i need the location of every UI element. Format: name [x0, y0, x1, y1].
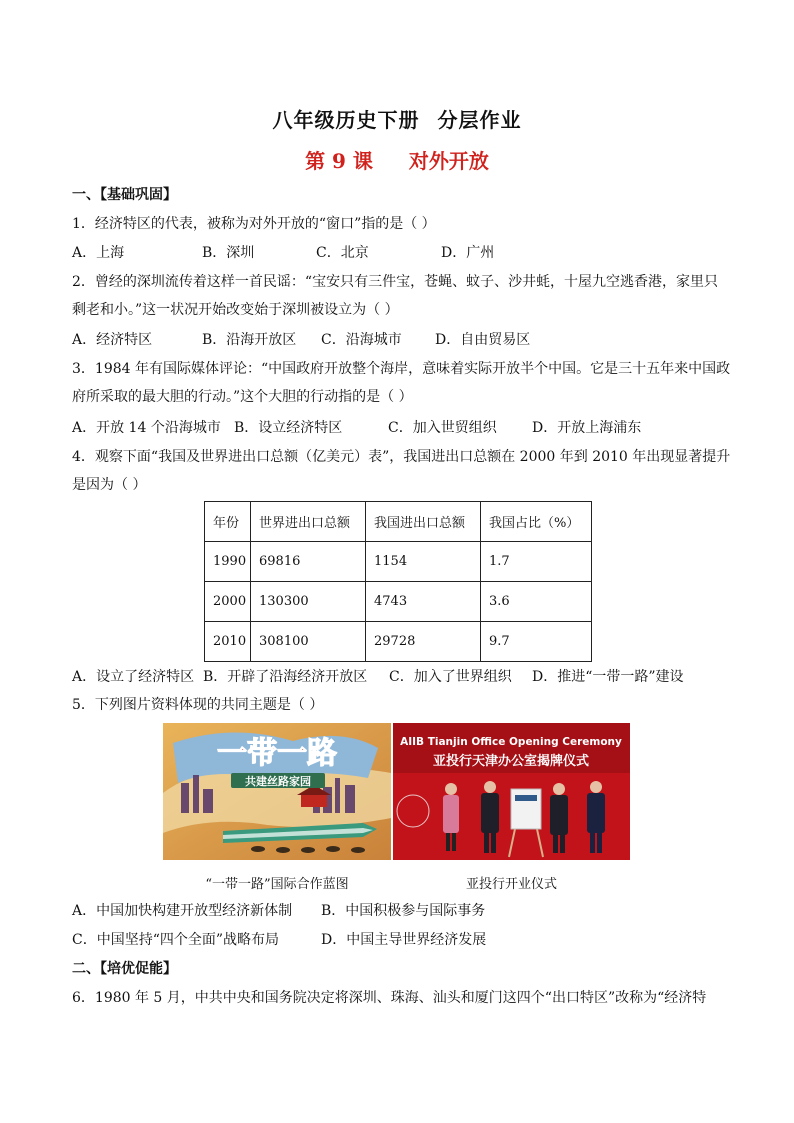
question-3-stem-line1: 3．1984 年有国际媒体评论：“中国政府开放整个海岸，意味着实际开放半个中国。它是三十五年来中国政: [72, 361, 731, 377]
table-cell: 2010: [205, 622, 251, 662]
question-5-stem: 5．下列图片资料体现的共同主题是（ ）: [72, 697, 324, 713]
q5-option-a: A．中国加快构建开放型经济新体制: [72, 903, 293, 919]
aiib-ceremony-image: [393, 723, 630, 860]
question-2-stem-line1: 2．曾经的深圳流传着这样一首民谣：“宝安只有三件宝，苍蝇、蚊子、沙井蚝，十屋九空逃香港，家里只: [72, 274, 719, 290]
q3-option-c: C．加入世贸组织: [388, 420, 497, 436]
illustration-title: 一带一路: [217, 736, 337, 771]
q4-option-d: D．推进“一带一路”建设: [532, 669, 684, 685]
table-cell: 1154: [366, 542, 481, 582]
question-2-stem-line2: 剩老和小。”这一状况开始改变始于深圳被设立为（ ）: [72, 302, 399, 318]
ceremony-banner-chinese: 亚投行天津办公室揭牌仪式: [432, 754, 590, 769]
table-row: [205, 582, 592, 622]
q2-option-b: B．沿海开放区: [202, 332, 297, 348]
table-header-cell: 我国占比（%）: [481, 502, 592, 542]
q2-option-c: C．沿海城市: [321, 332, 402, 348]
belt-and-road-image: [163, 723, 391, 860]
q4-option-b: B．开辟了沿海经济开放区: [203, 669, 368, 685]
q1-option-c: C．北京: [316, 245, 369, 261]
trade-data-table: [204, 501, 592, 662]
section-heading-advanced: 二、【培优促能】: [72, 961, 177, 977]
table-cell: 29728: [366, 622, 481, 662]
table-header-row: [205, 502, 592, 542]
illustration-banner: 共建丝路家园: [245, 775, 311, 788]
belt-and-road-illustration: [163, 723, 391, 860]
question-6-stem-line1: 6．1980 年 5 月，中共中央和国务院决定将深圳、珠海、汕头和厦门这四个“出口特区”改称为“经济特: [72, 990, 707, 1006]
page-title: 八年级历史下册 分层作业: [272, 108, 522, 132]
q4-option-c: C．加入了世界组织: [389, 669, 512, 685]
table-header-cell: 年份: [205, 502, 251, 542]
q1-option-a: A．上海: [72, 245, 125, 261]
section-heading-basic: 一、【基础巩固】: [72, 187, 177, 203]
photo-caption: 亚投行开业仪式: [465, 877, 557, 892]
question-1-stem: 1．经济特区的代表，被称为对外开放的“窗口”指的是（ ）: [72, 216, 436, 232]
question-3-stem-line2: 府所采取的最大胆的行动。”这个大胆的行动指的是（ ）: [72, 389, 413, 405]
table-cell: 9.7: [481, 622, 592, 662]
q5-option-d: D．中国主导世界经济发展: [321, 932, 487, 948]
q4-option-a: A．设立了经济特区: [72, 669, 195, 685]
table-header-cell: 我国进出口总额: [366, 502, 481, 542]
ceremony-banner-english: AIIB Tianjin Office Opening Ceremony: [400, 736, 622, 748]
table-cell: 69816: [251, 542, 366, 582]
table-cell: 130300: [251, 582, 366, 622]
q2-option-a: A．经济特区: [72, 332, 153, 348]
table-cell: 3.6: [481, 582, 592, 622]
table-row: [205, 622, 592, 662]
table-cell: 308100: [251, 622, 366, 662]
table-cell: 2000: [205, 582, 251, 622]
question-4-stem-line2: 是因为（ ）: [72, 477, 147, 493]
q3-option-b: B．设立经济特区: [234, 420, 343, 436]
q1-option-b: B．深圳: [202, 245, 255, 261]
q3-option-d: D．开放上海浦东: [532, 420, 642, 436]
question-4-stem-line1: 4．观察下面“我国及世界进出口总额（亿美元）表”，我国进出口总额在 2000 年到 2010 年出现显著提升: [72, 449, 731, 465]
q1-option-d: D．广州: [441, 245, 495, 261]
q5-option-b: B．中国积极参与国际事务: [321, 903, 486, 919]
table-cell: 1.7: [481, 542, 592, 582]
q5-option-c: C．中国坚持“四个全面”战略布局: [72, 932, 280, 948]
table-cell: 1990: [205, 542, 251, 582]
lesson-title: 第 9 课 对外开放: [305, 149, 489, 173]
table-header-cell: 世界进出口总额: [251, 502, 366, 542]
aiib-ceremony-photo: [393, 723, 630, 860]
table-row: [205, 542, 592, 582]
q2-option-d: D．自由贸易区: [435, 332, 531, 348]
table-cell: 4743: [366, 582, 481, 622]
illustration-caption: “一带一路”国际合作蓝图: [205, 877, 349, 892]
q3-option-a: A．开放 14 个沿海城市: [72, 420, 221, 436]
